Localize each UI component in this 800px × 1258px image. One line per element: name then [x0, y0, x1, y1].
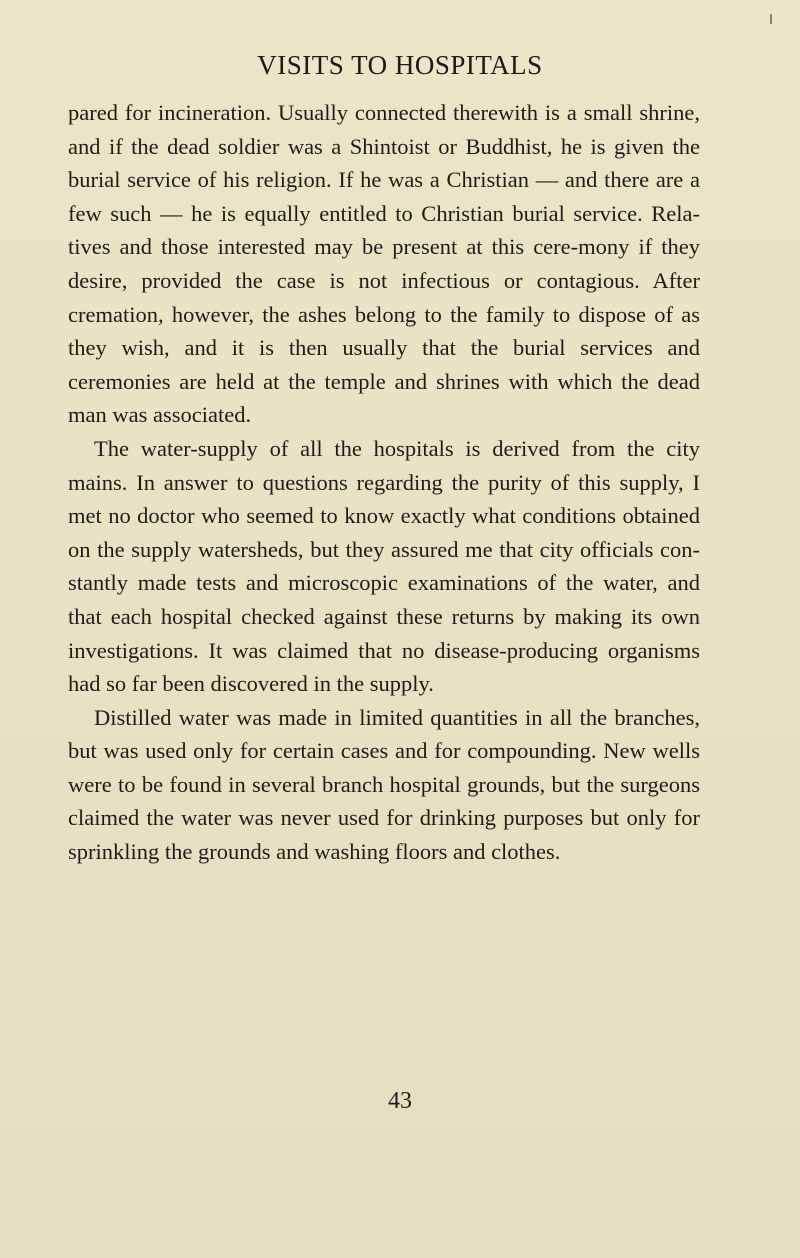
- running-head: VISITS TO HOSPITALS: [257, 50, 543, 80]
- paragraph-3: Distilled water was made in limited quantities in all the branches, but was used only for certain cases and for compounding. New wells were to be found in several branch hospital grounds, but the surgeons claimed the water was never used for drinking purposes but only for sprinkling the grounds and washing floors and clothes.: [68, 704, 700, 865]
- paragraph-2: The water-supply of all the hospitals is derived from the city mains. In answer to questions regarding the purity of this supply, I met no doctor who seemed to know exactly what conditions obtained on the supply watersheds, but they assured me that city officials con-stantly made tests and microscopic examinations of the water, and that each hospital checked against these returns by making its own investigations. It was claimed that no disease-producing organisms had so far been discovered in the supply.: [68, 435, 700, 697]
- page-edge-mark: [770, 14, 772, 24]
- page-number: 43: [388, 1088, 412, 1114]
- paragraph-1: pared for incineration. Usually connected therewith is a small shrine, and if the dead soldier was a Shintoist or Buddhist, he is given the burial service of his religion. If he was a Christian — and there are a few such — he is equally entitled to Christian burial service. Rela-tives and those interested may be present at this cere-mony if they desire, provided the case is not infectious or contagious. After cremation, however, the ashes belong to the family to dispose of as they wish, and it is then usually that the burial services and ceremonies are held at the temple and shrines with which the dead man was associated.: [68, 100, 700, 428]
- body-text: [68, 96, 700, 869]
